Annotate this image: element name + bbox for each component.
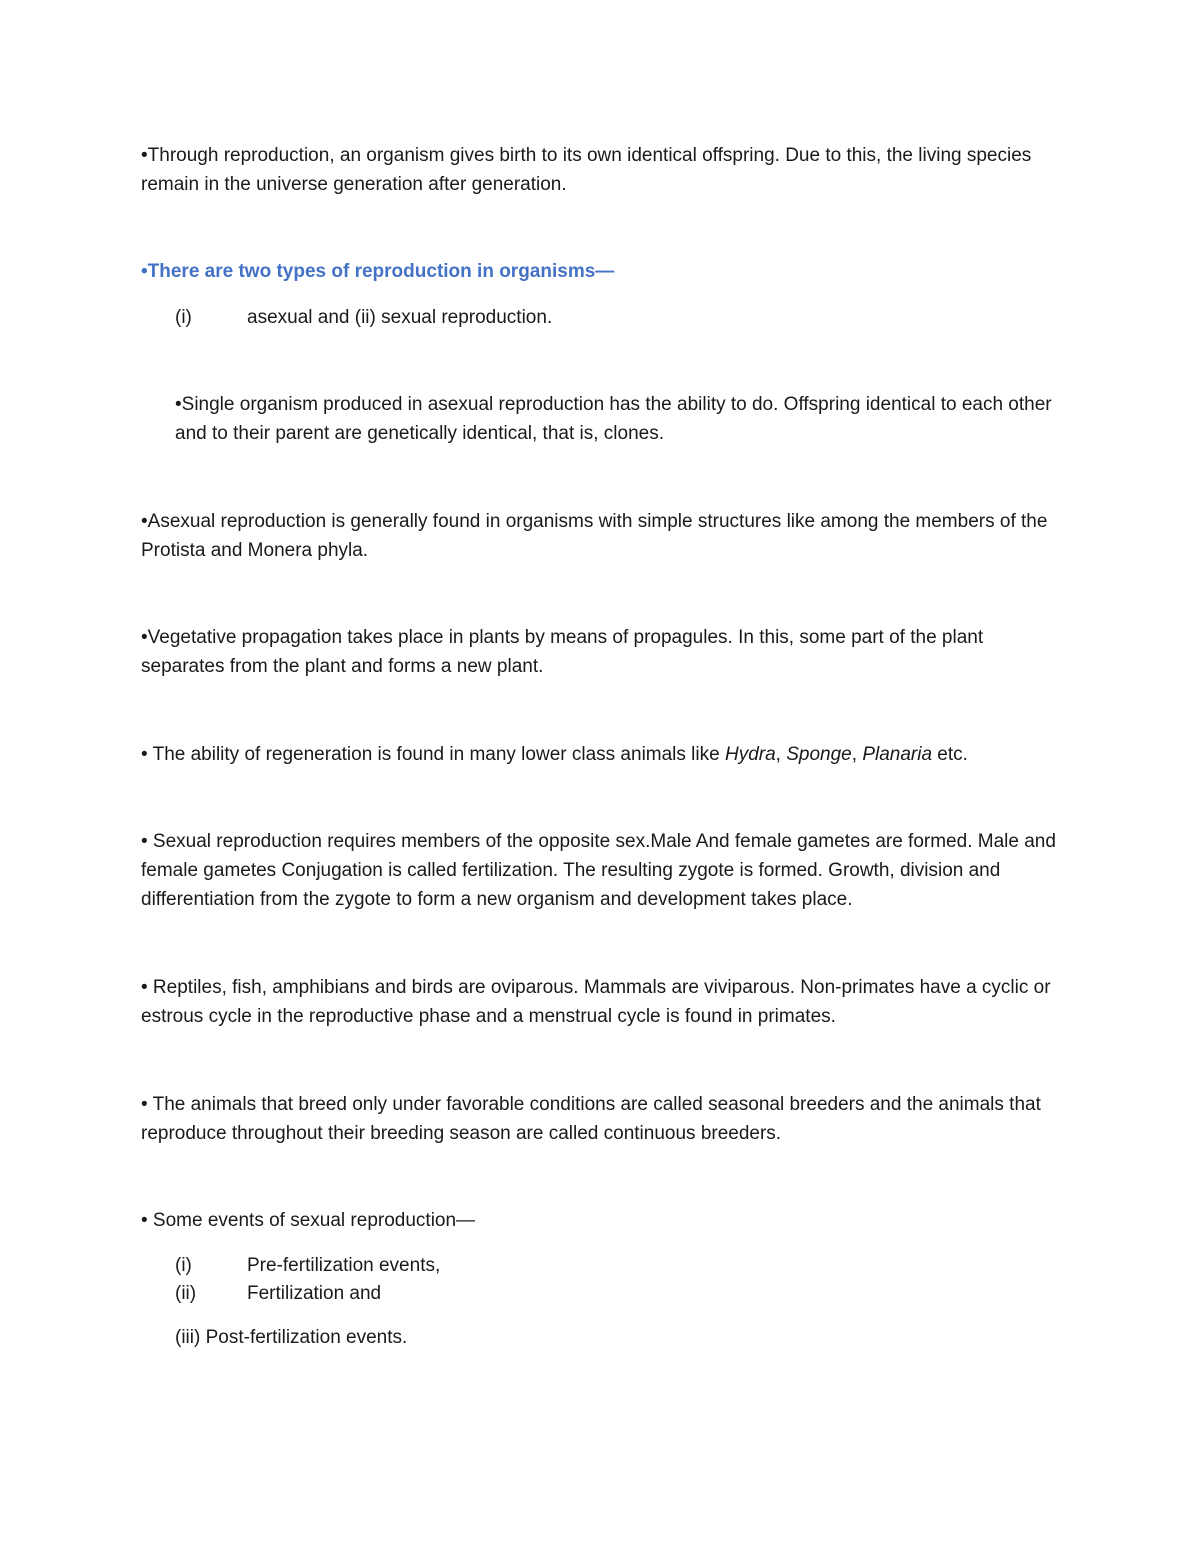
list-item-types <box>175 303 552 332</box>
heading-types-of-reproduction: •There are two types of reproduction in organisms— <box>141 261 615 282</box>
paragraph-asexual-reproduction: •Asexual reproduction is generally found in organisms with simple structures like among the members of the Protista and Monera phyla. <box>141 511 1048 561</box>
list-item-text: Pre-fertilization events, <box>247 1255 441 1276</box>
separator: , <box>851 744 863 765</box>
paragraph-oviparous-viviparous: • Reptiles, fish, amphibians and birds are oviparous. Mammals are viviparous. Non-primates have a cyclic or estrous cycle in the reproductive phase and a menstrual cycle is found in primates. <box>141 977 1051 1027</box>
list-marker: (i) <box>175 1255 192 1276</box>
list-marker: (ii) <box>175 1283 197 1304</box>
list-item-post-fertilization: (iii) Post-fertilization events. <box>175 1327 408 1348</box>
organism-name-hydra: Hydra <box>724 744 776 765</box>
list-item-events <box>175 1251 440 1280</box>
paragraph-seasonal-breeders: • The animals that breed only under favorable conditions are called seasonal breeders and the animals that reproduce throughout their breeding season are called continuous breeders. <box>141 1094 1041 1144</box>
paragraph-reproduction-intro: •Through reproduction, an organism gives birth to its own identical offspring. Due to this, the living species remain in the universe generation after generation. <box>141 145 1032 195</box>
list-item-text: asexual and (ii) sexual reproduction. <box>247 307 553 328</box>
regeneration-text-start: • The ability of regeneration is found in many lower class animals like <box>141 744 725 765</box>
list-item-events <box>175 1279 381 1308</box>
paragraph-sexual-reproduction: • Sexual reproduction requires members of the opposite sex.Male And female gametes are formed. Male and female gametes Conjugation is called fertilization. The resulting zygote is formed. Growth, division and differentiation from the zygote to form a new organism and development takes place. <box>141 831 1056 910</box>
regeneration-text-end: etc. <box>932 744 968 765</box>
paragraph-regeneration <box>141 740 1061 769</box>
paragraph-single-organism: •Single organism produced in asexual reproduction has the ability to do. Offspring identical to each other and to their parent are genetically identical, that is, clones. <box>175 394 1052 444</box>
organism-name-planaria: Planaria <box>862 744 933 765</box>
list-item-text: Fertilization and <box>247 1283 382 1304</box>
paragraph-vegetative-propagation: •Vegetative propagation takes place in plants by means of propagules. In this, some part of the plant separates from the plant and forms a new plant. <box>141 627 984 677</box>
heading-events-sexual-reproduction: • Some events of sexual reproduction— <box>141 1210 476 1231</box>
list-marker: (i) <box>175 307 192 328</box>
separator: , <box>775 744 787 765</box>
organism-name-sponge: Sponge <box>786 744 852 765</box>
